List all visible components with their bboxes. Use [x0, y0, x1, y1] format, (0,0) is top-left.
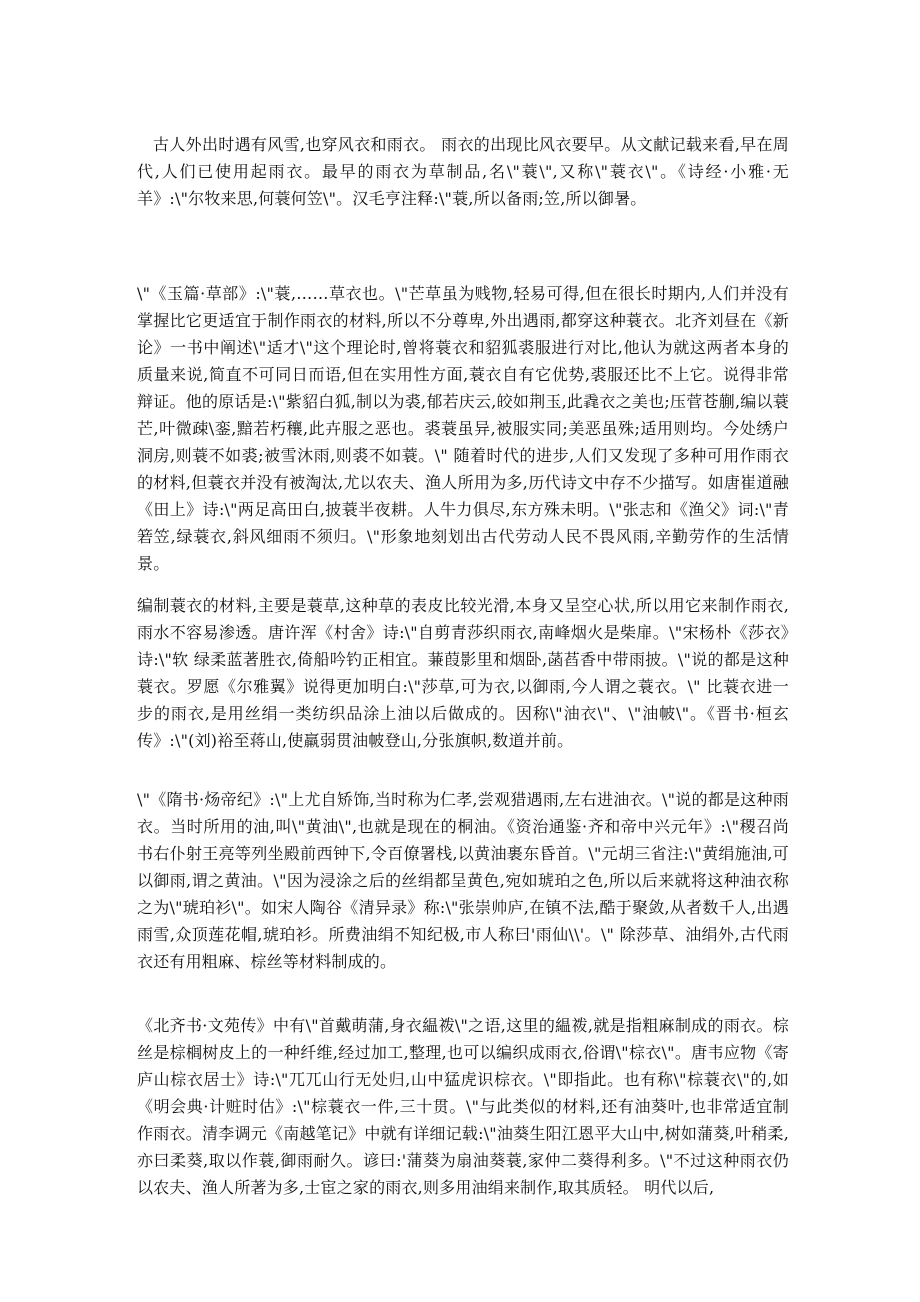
paragraph-3: 编制蓑衣的材料,主要是蓑草,这种草的表皮比较光滑,本身又呈空心状,所以用它来制作雨衣,雨水不容易渗透。唐许浑《村舍》诗:\"自剪青莎织雨衣,南峰烟火是柴扉。\"宋杨朴《莎衣》诗:\"软 绿柔蓝著胜衣,倚船吟钓正相宜。蒹葭影里和烟卧,菡萏香中带雨披。\"说的都是这种蓑衣。罗愿《尔雅翼》说得更加明白:\"莎草,可为衣,以御雨,今人谓之蓑衣。\" 比蓑衣进一步的雨衣,是用丝绢一类纺织品涂上油以后做成的。因称\"油衣\"、\"油帔\"。《晋书·桓玄传》:\"(刘)裕至蒋山,使羸弱贯油帔登山,分张旗帜,数道并前。 [137, 596, 789, 750]
paragraph-1: 古人外出时遇有风雪,也穿风衣和雨衣。 雨衣的出现比风衣要早。从文献记载来看,早在周代,人们已使用起雨衣。最早的雨衣为草制品,名\"蓑\",又称\"蓑衣\"。《诗经·小雅·无羊》:\"尔牧来思,何蓑何笠\"。汉毛亨注释:\"蓑,所以备雨;笠,所以御暑。 [137, 135, 789, 208]
paragraph-4: \"《隋书·炀帝纪》:\"上尤自矫饰,当时称为仁孝,尝观猎遇雨,左右进油衣。\"说的都是这种雨衣。当时所用的油,叫\"黄油\",也就是现在的桐油。《资治通鉴·齐和帝中兴元年》:\"稷召尚书右仆射王亮等列坐殿前西钟下,令百僚署栈,以黄油裹东昏首。\"元胡三省注:\"黄绢施油,可以御雨,谓之黄油。\"因为浸涂之后的丝绢都呈黄色,宛如琥珀之色,所以后来就将这种油衣称之为\"琥珀衫\"。如宋人陶谷《清异录》称:\"张崇帅庐,在镇不法,酷于聚敛,从者数千人,出遇雨雪,众顶莲花帽,琥珀衫。所费油绢不知纪极,市人称曰'雨仙\\'。\" 除莎草、油绢外,古代雨衣还有用粗麻、棕丝等材料制成的。 [137, 790, 789, 971]
paragraph-5: 《北齐书·文苑传》中有\"首戴萌蒲,身衣緼袯\"之语,这里的緼袯,就是指粗麻制成的雨衣。棕丝是棕榈树皮上的一种纤维,经过加工,整理,也可以编织成雨衣,俗谓\"棕衣\"。唐韦应物《寄庐山棕衣居士》诗:\"兀兀山行无处归,山中猛虎识棕衣。\"即指此。也有称\"棕蓑衣\"的,如《明会典·计赃时估》:\"棕蓑衣一件,三十贯。\"与此类似的材料,还有油葵叶,也非常适宜制作雨衣。清李调元《南越笔记》中就有详细记载:\"油葵生阳江恩平大山中,树如蒲葵,叶稍柔,亦曰柔葵,取以作蓑,御雨耐久。谚曰:'蒲葵为扇油葵蓑,家仲二葵得利多。\"不过这种雨衣仍以农夫、渔人所著为多,士宦之家的雨衣,则多用油绢来制作,取其质轻。 明代以后, [137, 1016, 789, 1197]
paragraph-2: \"《玉篇·草部》:\"蓑,……草衣也。\"芒草虽为贱物,轻易可得,但在很长时期内,人们并没有掌握比它更适宜于制作雨衣的材料,所以不分尊卑,外出遇雨,都穿这种蓑衣。北齐刘昼在《新论》一书中阐述\"适才\"这个理论时,曾将蓑衣和貂狐裘服进行对比,他认为就这两者本身的质量来说,简直不可同日而语,但在实用性方面,蓑衣自有它优势,裘服还比不上它。说得非常辩证。他的原话是:\"紫貂白狐,制以为裘,郁若庆云,皎如荆玉,此毳衣之美也;压菅苍蒯,编以蓑芒,叶微疎\銮,黯若朽穰,此卉服之恶也。裘蓑虽异,被服实同;美恶虽殊;适用则均。今处绣户洞房,则蓑不如裘;被雪沐雨,则裘不如蓑。\" 随着时代的进步,人们又发现了多种可用作雨衣的材料,但蓑衣并没有被淘汰,尤以农夫、渔人所用为多,历代诗文中存不少描写。如唐崔道融《田上》诗:\"两足高田白,披蓑半夜耕。人牛力俱尽,东方殊未明。\"张志和《渔父》词:\"青箬笠,绿蓑衣,斜风细雨不须归。\"形象地刻划出古代劳动人民不畏风雨,辛勤劳作的生活情景。 [137, 284, 789, 573]
